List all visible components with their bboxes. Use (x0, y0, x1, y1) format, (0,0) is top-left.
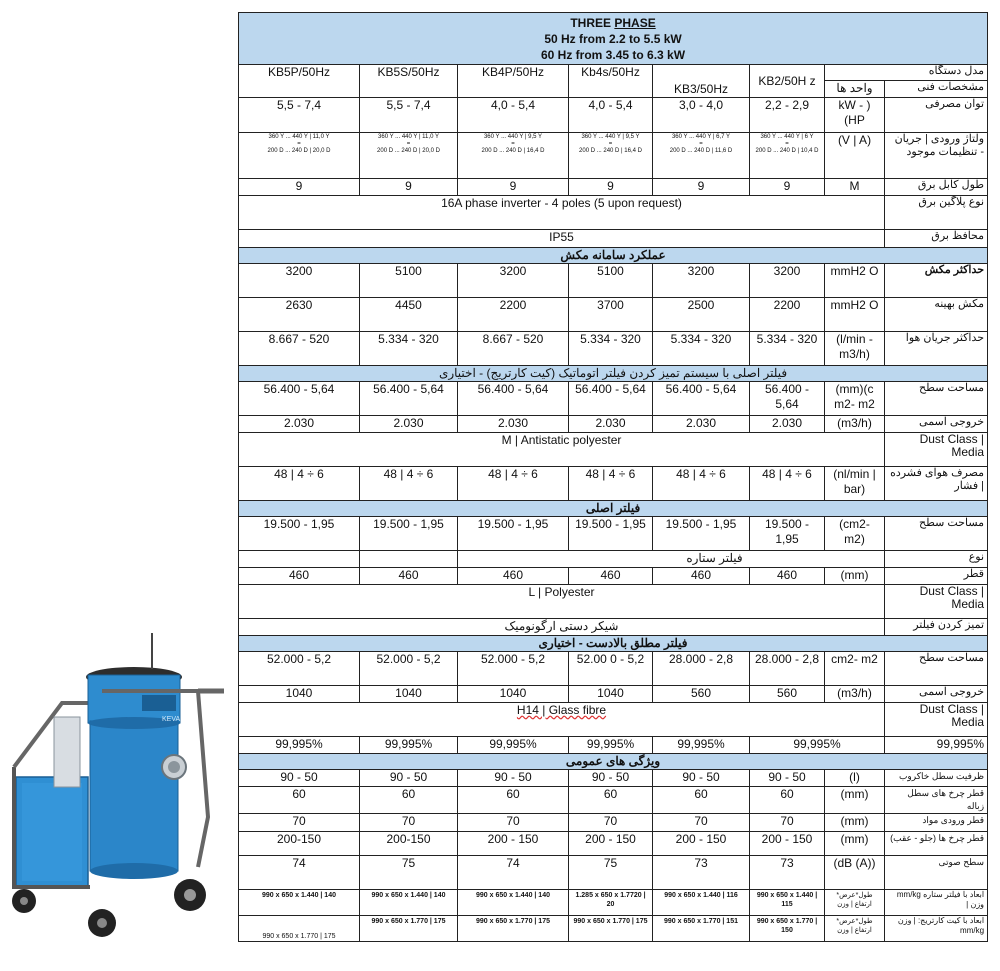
noise-row: 74 75 74 75 73 73 (dB (A)) سطح صوتی (239, 856, 988, 890)
inlet-row: 70 70 70 70 70 70 (mm) قطر ورودی مواد (239, 814, 988, 832)
model-cell: KB4P/50Hz (458, 65, 569, 98)
power-row: 5,5 - 7,4 5,5 - 7,4 4,0 - 5,4 4,0 - 5,4 3,0 - 4,0 2,2 - 2,9 kW - ) (HP توان مصرفی (239, 98, 988, 133)
model-cell: KB3/50Hz (653, 65, 750, 98)
power-unit: kW - ) (HP (825, 98, 885, 133)
freq-50-line: 50 Hz from 2.2 to 5.5 kW (544, 32, 682, 46)
protection-row: IP55 محافظ برق (239, 230, 988, 248)
section-mainfilter-auto: فیلتر اصلی با سیستم تمیز کردن فیلتر اتوماتیک (کیت کارتریج) - اختیاری (239, 366, 988, 382)
spec-table (238, 12, 988, 942)
brand-label: KEVA (162, 716, 181, 723)
dustclass-b-row: L | Polyester Dust Class | Media (239, 585, 988, 619)
voltage-label: ولتاژ ورودی | جریان - تنظیمات موجود (885, 133, 988, 179)
vacuum-cleaner-image (2, 617, 238, 947)
cable-row: 9 9 9 9 9 9 M طول کابل برق (239, 179, 988, 196)
model-label: مدل دستگاه (825, 65, 988, 81)
freq-60-line: 60 Hz from 3.45 to 6.3 kW (541, 48, 686, 62)
surface-b-row: 19.500 - 1,95 19.500 - 1,95 19.500 - 1,95 19.500 - 1,95 19.500 - 1,95 19.500 - 1,95 (cm2- m2) مساحت سطح (239, 517, 988, 551)
voltage-unit: (V | A) (825, 133, 885, 179)
voltage-row: 360 Y ... 440 Y | 11,0 Y = 200 D ... 240 D | 20,0 D 360 Y ... 440 Y | 11,0 Y = 200 D ... 240 D | 20,0 D 360 Y ... 440 Y | 9,5 Y = 200 D ... 240 D | 16,4 D 360 Y ... 440 Y | 9,5 Y = 200 D ... 240 D | 16,4 D 360 Y ... 440 Y | 6,7 Y = 200 D ... 240 D | 11,6 D 360 Y ... 440 Y | 6 Y = 200 D ... 240 D | 10,4 D (V | A) ولتاژ ورودی | جریان - تنظیمات موجود (239, 133, 988, 179)
model-cell: KB2/50H z (750, 65, 825, 98)
dustclass-c-row: H14 | Glass fibre Dust Class | Media (239, 703, 988, 737)
section-suction: عملکرد سامانه مکش (239, 248, 988, 264)
output-a-row: 2.030 2.030 2.030 2.030 2.030 2.030 (m3/h) خروجی اسمی (239, 416, 988, 433)
tech-header: مشخصات فنی (885, 81, 988, 98)
output-c-row: 1040 1040 1040 1040 560 560 (m3/h) خروجی اسمی (239, 686, 988, 703)
opt-suction-row: 2630 4450 2200 3700 2500 2200 mmH2 O مکش بهینه (239, 298, 988, 332)
type-row: فیلتر ستاره نوع (239, 551, 988, 568)
cleaning-row: شیکر دستی ارگونومیک تمیز کردن فیلتر (239, 619, 988, 636)
air-consumption-row: 48 | 4 ÷ 6 48 | 4 ÷ 6 48 | 4 ÷ 6 48 | 4 ÷ 6 48 | 4 ÷ 6 48 | 4 ÷ 6 (nl/min | bar) مصرف هوای فشرده | فشار (239, 467, 988, 501)
phase-header-row (239, 13, 988, 65)
plug-row: 16A phase inverter - 4 poles (5 upon request) نوع پلاگین برق (239, 196, 988, 230)
airflow-row: 8.667 - 520 5.334 - 320 8.667 - 520 5.334 - 320 5.334 - 320 5.334 - 320 (l/min - m3/h) حداکثر جریان هوا (239, 332, 988, 366)
phase-title: THREE PHASE (570, 16, 656, 30)
surface-a-row: 56.400 - 5,64 56.400 - 5,64 56.400 - 5,64 56.400 - 5,64 56.400 - 5,64 56.400 - 5,64 (mm)(c m2- m2 مساحت سطح (239, 382, 988, 416)
efficiency-row: 99,995% 99,995% 99,995% 99,995% 99,995% 99,995% 99,995% (239, 737, 988, 754)
surface-c-row: 52.000 - 5,2 52.000 - 5,2 52.000 - 5,2 52.00 0 - 5,2 28.000 - 2,8 28.000 - 2,8 cm2- m2 مساحت سطح (239, 652, 988, 686)
model-cell: KB5P/50Hz (239, 65, 360, 98)
wheels-row: 200-150 200-150 200 - 150 200 - 150 200 - 150 200 - 150 (mm) قطر چرخ ها (جلو - عقب) (239, 832, 988, 856)
models-row (239, 65, 988, 81)
model-cell: KB5S/50Hz (360, 65, 458, 98)
section-hepa: فیلتر مطلق بالادست - اختیاری (239, 636, 988, 652)
section-general: ویژگی های عمومی (239, 754, 988, 770)
bin-wheel-row: 60 60 60 60 60 60 (mm) قطر چرخ های سطل زباله (239, 787, 988, 814)
bin-capacity-row: 90 - 50 90 - 50 90 - 50 90 - 50 90 - 50 90 - 50 (l) ظرفیت سطل خاکروب (239, 770, 988, 787)
dims-a-row: 990 x 650 x 1.440 | 140 990 x 650 x 1.440 | 140 990 x 650 x 1.440 | 140 1.285 x 650 x 1.7720 | 20 990 x 650 x 1.440 | 116 990 x 650 x 1.440 | 115 طول*عرض* ارتفاع | وزن ابعاد با فیلتر ستاره mm/kg وزن | (239, 890, 988, 916)
dims-b-row: 990 x 650 x 1.770 | 175 990 x 650 x 1.770 | 175 990 x 650 x 1.770 | 175 990 x 650 x 1.770 | 175 990 x 650 x 1.770 | 151 990 x 650 x 1.770 | 150 طول*عرض* ارتفاع | وزن ابعاد با کیت کارتریج: | وزن mm/kg (239, 916, 988, 942)
model-cell: Kb4s/50Hz (569, 65, 653, 98)
max-suction-row: 3200 5100 3200 5100 3200 3200 mmH2 O حداکثر مکش (239, 264, 988, 298)
unit-header: واحد ها (825, 81, 885, 98)
dustclass-a-row: M | Antistatic polyester Dust Class | Media (239, 433, 988, 467)
diameter-row: 460 460 460 460 460 460 (mm) قطر (239, 568, 988, 585)
section-mainfilter: فیلتر اصلی (239, 501, 988, 517)
power-label: توان مصرفی (885, 98, 988, 133)
